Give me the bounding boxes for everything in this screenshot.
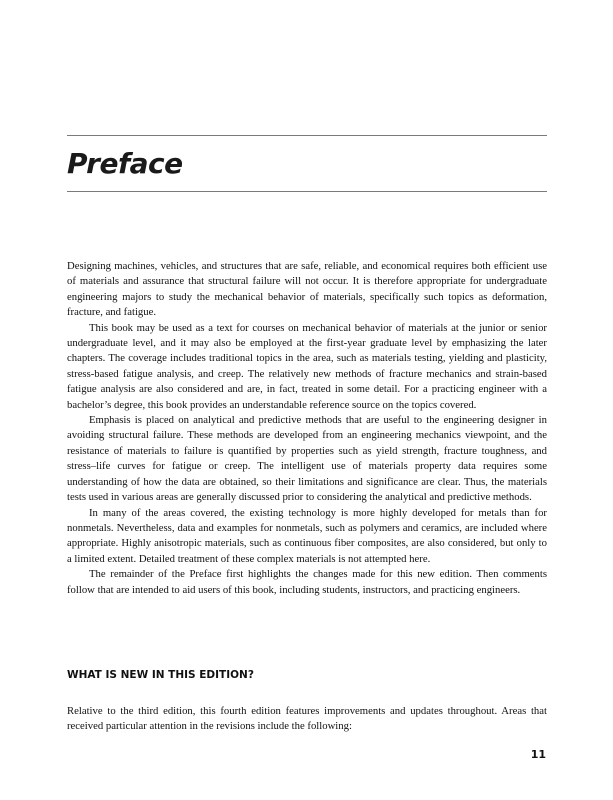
top-rule xyxy=(67,135,547,136)
paragraph-5: The remainder of the Preface first highlights the changes made for this new edition. Then comments follow that are intended to aid users of this book, including students, instructors, and practicing engineers. xyxy=(67,568,547,596)
section-heading: WHAT IS NEW IN THIS EDITION? xyxy=(67,669,254,681)
chapter-title: Preface xyxy=(67,147,183,180)
preface-body xyxy=(67,259,547,598)
section-paragraph: Relative to the third edition, this fourth edition features improvements and updates throughout. Areas that received particular attention in the revisions include the following: xyxy=(67,705,547,733)
paragraph-2: This book may be used as a text for courses on mechanical behavior of materials at the junior or senior undergraduate level, and it may also be employed at the first-year graduate level by emphasizing the later chapters. The coverage includes traditional topics in the area, such as materials testing, yielding and plasticity, stress-based fatigue analysis, and creep. The relatively new methods of fracture mechanics and strain-based fatigue analysis are also considered and are, in fact, treated in some detail. For a practicing engineer with a bachelor’s degree, this book provides an understandable reference source on the topics covered. xyxy=(67,321,547,411)
paragraph-1: Designing machines, vehicles, and structures that are safe, reliable, and economical requires both efficient use of materials and assurance that structural failure will not occur. It is therefore appropriate for undergraduate engineering majors to study the mechanical behavior of materials, specifically such topics as deformation, fracture, and fatigue. xyxy=(67,260,547,319)
bottom-rule xyxy=(67,191,547,192)
paragraph-3: Emphasis is placed on analytical and predictive methods that are useful to the engineering designer in avoiding structural failure. These methods are developed from an engineering mechanics viewpoint, and the resistance of materials to failure is quantified by properties such as yield strength, fracture toughness, and stress–life curves for fatigue or creep. The intelligent use of materials property data requires some understanding of how the data are obtained, so their limitations and significance are clear. Thus, the materials tests used in various areas are generally discussed prior to considering the analytical and predictive methods. xyxy=(67,414,547,504)
paragraph-4: In many of the areas covered, the existing technology is more highly developed for metals than for nonmetals. Nevertheless, data and examples for nonmetals, such as polymers and ceramics, are included where appropriate. Highly anisotropic materials, such as continuous fiber composites, are also considered, but only to a limited extent. Detailed treatment of these complex materials is not attempted here. xyxy=(67,506,547,565)
page-number: 11 xyxy=(530,748,546,761)
section-body xyxy=(67,704,547,735)
